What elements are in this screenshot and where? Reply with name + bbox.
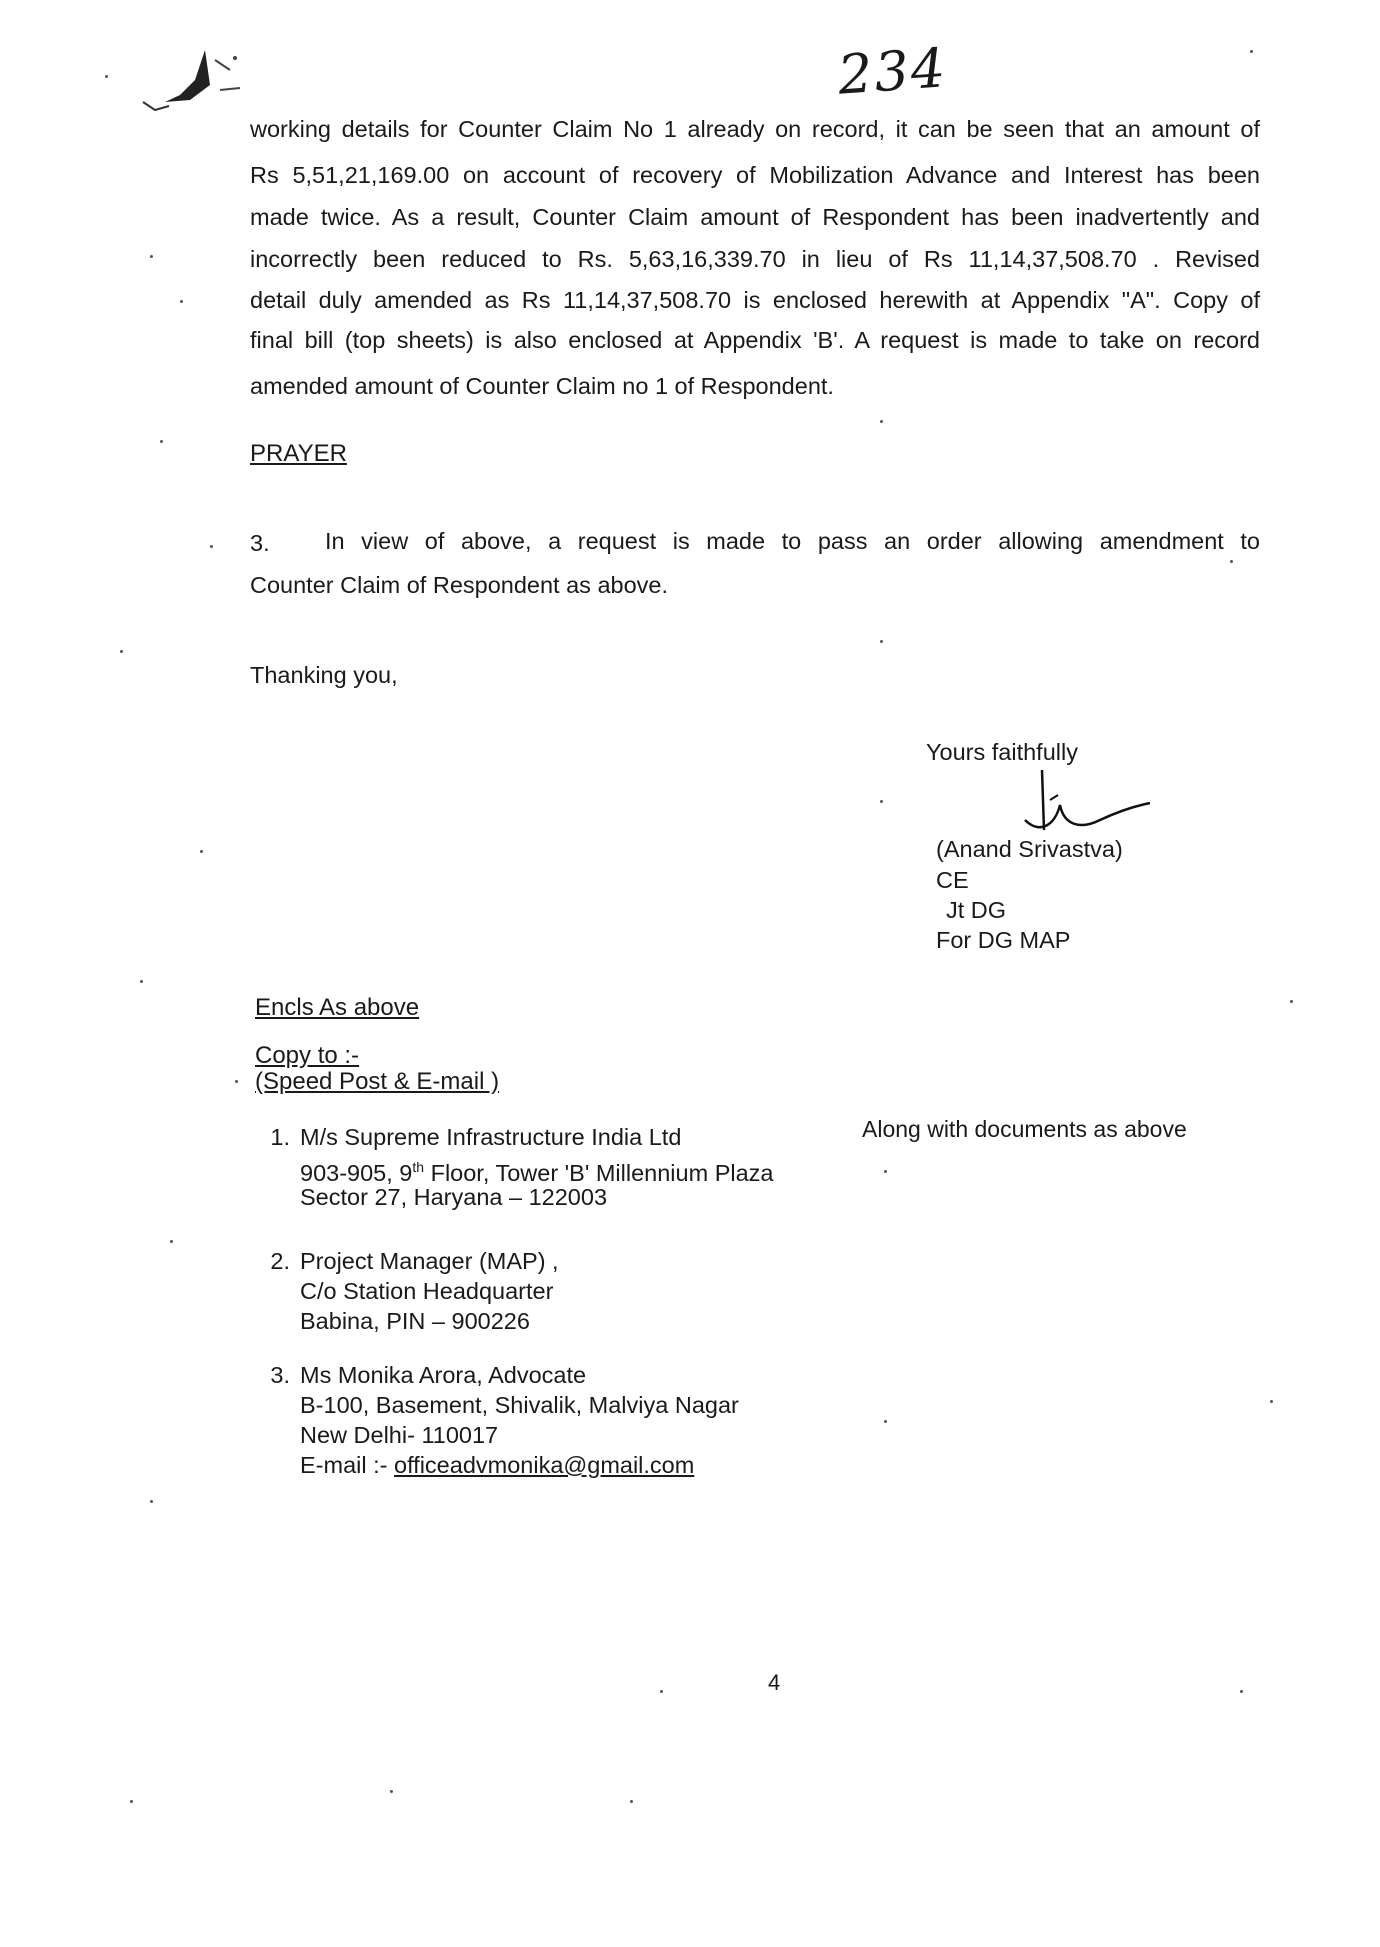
copy-to-heading: Copy to :- <box>255 1042 360 1069</box>
signatory-name: (Anand Srivastva) <box>936 836 1123 862</box>
recipient-line: Babina, PIN – 900226 <box>300 1308 530 1334</box>
signatory-designation: CE <box>936 867 969 893</box>
recipient-line: New Delhi- 110017 <box>300 1422 499 1448</box>
body-line: working details for Counter Claim No 1 already on record, it can be seen that an amount of <box>250 116 1260 142</box>
body-line: final bill (top sheets) is also enclosed at Appendix 'B'. A request is made to take on record <box>250 327 1260 353</box>
page-number: 4 <box>768 1670 781 1695</box>
recipient-line: Sector 27, Haryana – 122003 <box>300 1184 608 1210</box>
valediction: Yours faithfully <box>926 739 1078 765</box>
enclosures-line: Encls As above <box>255 994 420 1021</box>
handwritten-signature-icon <box>1020 765 1160 845</box>
recipient-number: 1. <box>270 1124 290 1150</box>
recipient-line: B-100, Basement, Shivalik, Malviya Nagar <box>300 1392 739 1418</box>
prayer-number: 3. <box>250 530 270 556</box>
body-line: Rs 5,51,21,169.00 on account of recovery of Mobilization Advance and Interest has been <box>250 162 1260 188</box>
copy-to-note: Along with documents as above <box>862 1116 1187 1142</box>
recipient-line: M/s Supreme Infrastructure India Ltd <box>300 1124 682 1150</box>
recipient-number: 3. <box>270 1362 290 1388</box>
recipient-line: Ms Monika Arora, Advocate <box>300 1362 587 1388</box>
recipient-email-line <box>300 1450 694 1480</box>
recipient-line: Project Manager (MAP) , <box>300 1248 559 1274</box>
page-annotation-handwritten: 234 <box>835 36 950 107</box>
body-line: detail duly amended as Rs 11,14,37,508.70 is enclosed herewith at Appendix "A". Copy of <box>250 287 1260 313</box>
prayer-line: In view of above, a request is made to pass an order allowing amendment to <box>325 528 1260 554</box>
recipient-line: C/o Station Headquarter <box>300 1278 554 1304</box>
address-text: 903-905, 9 <box>300 1159 413 1186</box>
ordinal-suffix: th <box>412 1159 425 1175</box>
signatory-designation: Jt DG <box>946 897 1007 923</box>
body-line: incorrectly been reduced to Rs. 5,63,16,339.70 in lieu of Rs 11,14,37,508.70 . Revised <box>250 246 1260 272</box>
email-label: E-mail :- <box>300 1452 394 1478</box>
stamp-smudge-icon <box>135 40 245 120</box>
address-text: Floor, Tower 'B' Millennium Plaza <box>424 1159 774 1186</box>
prayer-line: Counter Claim of Respondent as above. <box>250 572 669 598</box>
body-line: amended amount of Counter Claim no 1 of Respondent. <box>250 373 834 399</box>
prayer-heading: PRAYER <box>250 440 347 467</box>
body-line: made twice. As a result, Counter Claim amount of Respondent has been inadvertently and <box>250 204 1260 230</box>
email-link[interactable]: officeadvmonika@gmail.com <box>394 1452 695 1478</box>
copy-to-mode: (Speed Post & E-mail ) <box>255 1068 500 1095</box>
signatory-designation: For DG MAP <box>936 927 1071 953</box>
recipient-number: 2. <box>270 1248 290 1274</box>
closing-text: Thanking you, <box>250 662 398 688</box>
